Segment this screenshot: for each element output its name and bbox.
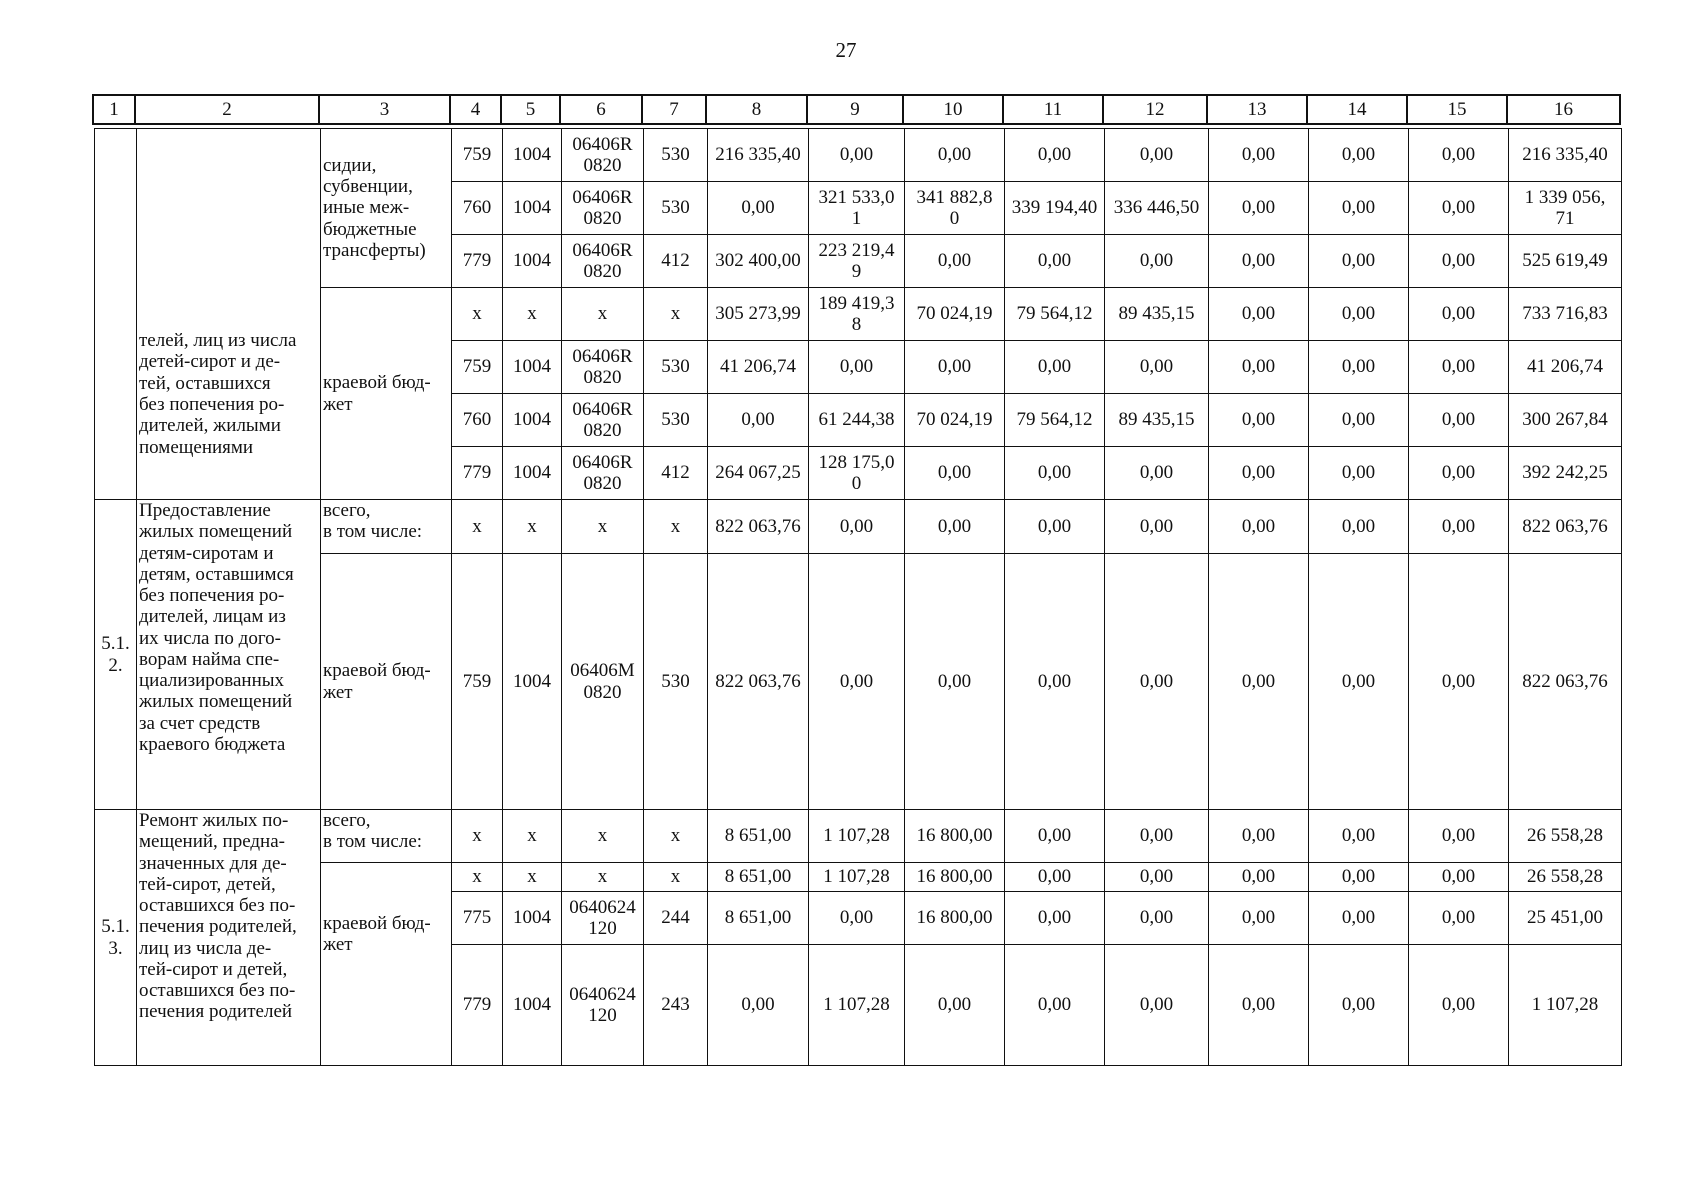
table-row [95, 554, 1622, 810]
cell-col-7: 530 [644, 129, 708, 182]
cell-col-4: 775 [452, 892, 503, 945]
cell-col-9: 1 107,28 [809, 810, 905, 863]
cell-col-5: 1004 [503, 945, 562, 1066]
cell-col-10: 0,00 [905, 129, 1005, 182]
cell-col-10: 0,00 [905, 235, 1005, 288]
cell-col-13: 0,00 [1209, 394, 1309, 447]
cell-col-6: 06406R 0820 [562, 182, 644, 235]
cell-col-6: x [562, 863, 644, 892]
cell-col-5: x [503, 810, 562, 863]
cell-col-16: 216 335,40 [1509, 129, 1622, 182]
cell-col-14: 0,00 [1309, 288, 1409, 341]
cell-col-7: 530 [644, 341, 708, 394]
cell-col-5: 1004 [503, 182, 562, 235]
cell-col-12: 0,00 [1105, 447, 1209, 500]
cell-col-13: 0,00 [1209, 182, 1309, 235]
cell-col-9: 1 107,28 [809, 945, 905, 1066]
cell-col-13: 0,00 [1209, 129, 1309, 182]
cell-col-11: 0,00 [1005, 447, 1105, 500]
cell-col-10: 16 800,00 [905, 863, 1005, 892]
cell-col-6: 0640624 120 [562, 945, 644, 1066]
cell-col-8: 41 206,74 [708, 341, 809, 394]
column-header-5: 5 [501, 95, 560, 124]
cell-col-13: 0,00 [1209, 554, 1309, 810]
cell-col-16: 733 716,83 [1509, 288, 1622, 341]
cell-col-12: 0,00 [1105, 235, 1209, 288]
column-header-12: 12 [1103, 95, 1207, 124]
column-header-11: 11 [1003, 95, 1103, 124]
cell-col-16: 1 339 056, 71 [1509, 182, 1622, 235]
cell-col-15: 0,00 [1409, 288, 1509, 341]
cell-col-9: 0,00 [809, 500, 905, 554]
funding-regional-5-1-3: краевой бюд- жет [321, 863, 452, 1066]
cell-col-7: 530 [644, 554, 708, 810]
table-row [95, 129, 1622, 182]
cell-col-12: 0,00 [1105, 810, 1209, 863]
cell-col-4: 760 [452, 182, 503, 235]
cell-col-4: 760 [452, 394, 503, 447]
cell-col-16: 822 063,76 [1509, 500, 1622, 554]
cell-col-13: 0,00 [1209, 288, 1309, 341]
cell-col-8: 0,00 [708, 182, 809, 235]
cell-col-13: 0,00 [1209, 447, 1309, 500]
cell-col-11: 339 194,40 [1005, 182, 1105, 235]
cell-col-15: 0,00 [1409, 500, 1509, 554]
cell-col-14: 0,00 [1309, 863, 1409, 892]
cell-col-6: 06406M 0820 [562, 554, 644, 810]
table-row [95, 810, 1622, 863]
cell-col-15: 0,00 [1409, 341, 1509, 394]
cell-col-10: 16 800,00 [905, 892, 1005, 945]
cell-col-13: 0,00 [1209, 863, 1309, 892]
cell-col-5: 1004 [503, 554, 562, 810]
cell-col-13: 0,00 [1209, 500, 1309, 554]
cell-col-9: 0,00 [809, 341, 905, 394]
funding-regional-5-1-2: краевой бюд- жет [321, 554, 452, 810]
funding-total-5-1-3: всего, в том числе: [321, 810, 452, 863]
cell-col-12: 0,00 [1105, 554, 1209, 810]
cell-col-14: 0,00 [1309, 182, 1409, 235]
budget-table [94, 128, 1622, 1066]
cell-col-16: 25 451,00 [1509, 892, 1622, 945]
cell-col-8: 8 651,00 [708, 810, 809, 863]
table-row [95, 288, 1622, 341]
cell-col-14: 0,00 [1309, 810, 1409, 863]
cell-col-6: 06406R 0820 [562, 235, 644, 288]
cell-col-14: 0,00 [1309, 554, 1409, 810]
cell-col-5: 1004 [503, 235, 562, 288]
column-header-3: 3 [319, 95, 450, 124]
cell-col-11: 79 564,12 [1005, 288, 1105, 341]
cell-col-15: 0,00 [1409, 182, 1509, 235]
cell-col-8: 822 063,76 [708, 500, 809, 554]
cell-col-4: x [452, 500, 503, 554]
cell-col-15: 0,00 [1409, 554, 1509, 810]
cell-col-15: 0,00 [1409, 945, 1509, 1066]
cell-col-14: 0,00 [1309, 447, 1409, 500]
cell-col-16: 26 558,28 [1509, 863, 1622, 892]
cell-col-11: 0,00 [1005, 810, 1105, 863]
cell-col-14: 0,00 [1309, 500, 1409, 554]
item-name-5-1-2: Предоставление жилых помещений детям-сиротам и детям, оставшимся без попечения ро- дителей, лицам из их числа по дого- ворам найма спе- циализированных жилых помещений за счет средств краевого бюджета [137, 500, 321, 810]
cell-col-12: 0,00 [1105, 892, 1209, 945]
cell-col-15: 0,00 [1409, 129, 1509, 182]
cell-col-10: 70 024,19 [905, 394, 1005, 447]
cell-col-11: 0,00 [1005, 129, 1105, 182]
cell-col-8: 822 063,76 [708, 554, 809, 810]
cell-col-7: 530 [644, 182, 708, 235]
cell-col-15: 0,00 [1409, 235, 1509, 288]
cell-col-6: 0640624 120 [562, 892, 644, 945]
column-header-2: 2 [135, 95, 319, 124]
cell-col-14: 0,00 [1309, 945, 1409, 1066]
cell-col-11: 0,00 [1005, 554, 1105, 810]
cell-col-9: 128 175,0 0 [809, 447, 905, 500]
cell-col-12: 0,00 [1105, 500, 1209, 554]
item-name-5-1-3: Ремонт жилых по- мещений, предна- значенных для де- тей-сирот, детей, оставшихся без по- печения родителей, лиц из числа де- тей-сирот и детей, оставшихся без по- печения родителей [137, 810, 321, 1066]
cell-col-9: 0,00 [809, 554, 905, 810]
cell-col-16: 300 267,84 [1509, 394, 1622, 447]
cell-col-9: 321 533,0 1 [809, 182, 905, 235]
cell-col-16: 26 558,28 [1509, 810, 1622, 863]
cell-col-12: 89 435,15 [1105, 288, 1209, 341]
column-header-13: 13 [1207, 95, 1307, 124]
cell-col-16: 41 206,74 [1509, 341, 1622, 394]
cell-col-4: x [452, 863, 503, 892]
cell-col-8: 264 067,25 [708, 447, 809, 500]
cell-col-6: 06406R 0820 [562, 129, 644, 182]
cell-col-11: 0,00 [1005, 341, 1105, 394]
cell-col-6: 06406R 0820 [562, 447, 644, 500]
cell-col-10: 0,00 [905, 447, 1005, 500]
cell-col-7: x [644, 288, 708, 341]
cell-col-14: 0,00 [1309, 341, 1409, 394]
cell-col-4: 779 [452, 447, 503, 500]
cell-col-6: x [562, 288, 644, 341]
cell-col-9: 0,00 [809, 129, 905, 182]
table-row [95, 863, 1622, 892]
funding-source-regional: краевой бюд- жет [321, 288, 452, 500]
cell-col-5: 1004 [503, 892, 562, 945]
cell-col-7: x [644, 863, 708, 892]
cell-col-10: 0,00 [905, 500, 1005, 554]
cell-col-9: 0,00 [809, 892, 905, 945]
table-row [95, 500, 1622, 554]
cell-col-13: 0,00 [1209, 341, 1309, 394]
cell-col-15: 0,00 [1409, 810, 1509, 863]
cell-col-16: 392 242,25 [1509, 447, 1622, 500]
cell-col-6: x [562, 500, 644, 554]
column-header-14: 14 [1307, 95, 1407, 124]
cell-col-15: 0,00 [1409, 447, 1509, 500]
cell-col-11: 0,00 [1005, 863, 1105, 892]
cell-col-16: 525 619,49 [1509, 235, 1622, 288]
cell-col-10: 0,00 [905, 341, 1005, 394]
item-number-5-1-2: 5.1. 2. [95, 500, 137, 810]
column-header-1: 1 [93, 95, 135, 124]
cell-col-8: 302 400,00 [708, 235, 809, 288]
cell-col-15: 0,00 [1409, 863, 1509, 892]
cell-col-9: 223 219,4 9 [809, 235, 905, 288]
cell-col-14: 0,00 [1309, 394, 1409, 447]
cell-col-8: 0,00 [708, 945, 809, 1066]
funding-source-subsidies: сидии, субвенции, иные меж- бюджетные трансферты) [321, 129, 452, 288]
header-row [93, 95, 1620, 124]
column-number-header [92, 94, 1621, 125]
cell-col-10: 0,00 [905, 945, 1005, 1066]
cell-col-10: 0,00 [905, 554, 1005, 810]
cell-col-12: 0,00 [1105, 129, 1209, 182]
cell-col-13: 0,00 [1209, 810, 1309, 863]
cell-col-7: 530 [644, 394, 708, 447]
cell-col-7: 412 [644, 447, 708, 500]
cell-col-5: 1004 [503, 129, 562, 182]
cell-col-6: x [562, 810, 644, 863]
cell-col-4: 779 [452, 945, 503, 1066]
column-header-15: 15 [1407, 95, 1507, 124]
cell-col-13: 0,00 [1209, 945, 1309, 1066]
cell-col-5: 1004 [503, 394, 562, 447]
cell-col-9: 1 107,28 [809, 863, 905, 892]
cell-col-4: 759 [452, 554, 503, 810]
column-header-9: 9 [807, 95, 903, 124]
cell-col-12: 0,00 [1105, 341, 1209, 394]
cell-col-7: 244 [644, 892, 708, 945]
cell-col-10: 16 800,00 [905, 810, 1005, 863]
item-name-continuation: телей, лиц из числа детей-сирот и де- тей, оставшихся без попечения ро- дителей, жилыми помещениями [137, 129, 321, 500]
cell-col-14: 0,00 [1309, 235, 1409, 288]
cell-col-10: 70 024,19 [905, 288, 1005, 341]
cell-col-16: 822 063,76 [1509, 554, 1622, 810]
cell-col-7: x [644, 500, 708, 554]
cell-col-12: 0,00 [1105, 863, 1209, 892]
cell-col-12: 89 435,15 [1105, 394, 1209, 447]
cell-col-5: x [503, 500, 562, 554]
cell-col-12: 0,00 [1105, 945, 1209, 1066]
column-header-7: 7 [642, 95, 706, 124]
cell-col-5: 1004 [503, 447, 562, 500]
cell-col-8: 216 335,40 [708, 129, 809, 182]
cell-col-11: 0,00 [1005, 892, 1105, 945]
cell-col-7: x [644, 810, 708, 863]
cell-col-11: 0,00 [1005, 945, 1105, 1066]
cell-col-11: 0,00 [1005, 500, 1105, 554]
item-number-cell [95, 129, 137, 500]
cell-col-15: 0,00 [1409, 892, 1509, 945]
cell-col-11: 79 564,12 [1005, 394, 1105, 447]
item-number-5-1-3: 5.1. 3. [95, 810, 137, 1066]
column-header-6: 6 [560, 95, 642, 124]
cell-col-11: 0,00 [1005, 235, 1105, 288]
cell-col-4: 759 [452, 129, 503, 182]
cell-col-9: 61 244,38 [809, 394, 905, 447]
cell-col-5: x [503, 863, 562, 892]
cell-col-8: 0,00 [708, 394, 809, 447]
cell-col-14: 0,00 [1309, 892, 1409, 945]
column-header-16: 16 [1507, 95, 1620, 124]
cell-col-13: 0,00 [1209, 892, 1309, 945]
cell-col-4: x [452, 810, 503, 863]
cell-col-6: 06406R 0820 [562, 394, 644, 447]
cell-col-7: 412 [644, 235, 708, 288]
cell-col-4: x [452, 288, 503, 341]
cell-col-14: 0,00 [1309, 129, 1409, 182]
cell-col-15: 0,00 [1409, 394, 1509, 447]
cell-col-9: 189 419,3 8 [809, 288, 905, 341]
column-header-4: 4 [450, 95, 501, 124]
cell-col-16: 1 107,28 [1509, 945, 1622, 1066]
column-header-8: 8 [706, 95, 807, 124]
cell-col-8: 305 273,99 [708, 288, 809, 341]
cell-col-8: 8 651,00 [708, 863, 809, 892]
cell-col-10: 341 882,8 0 [905, 182, 1005, 235]
cell-col-5: 1004 [503, 341, 562, 394]
cell-col-13: 0,00 [1209, 235, 1309, 288]
cell-col-8: 8 651,00 [708, 892, 809, 945]
cell-col-5: x [503, 288, 562, 341]
funding-total-5-1-2: всего, в том числе: [321, 500, 452, 554]
cell-col-4: 759 [452, 341, 503, 394]
cell-col-6: 06406R 0820 [562, 341, 644, 394]
cell-col-4: 779 [452, 235, 503, 288]
cell-col-7: 243 [644, 945, 708, 1066]
page-number: 27 [835, 38, 857, 62]
cell-col-12: 336 446,50 [1105, 182, 1209, 235]
column-header-10: 10 [903, 95, 1003, 124]
